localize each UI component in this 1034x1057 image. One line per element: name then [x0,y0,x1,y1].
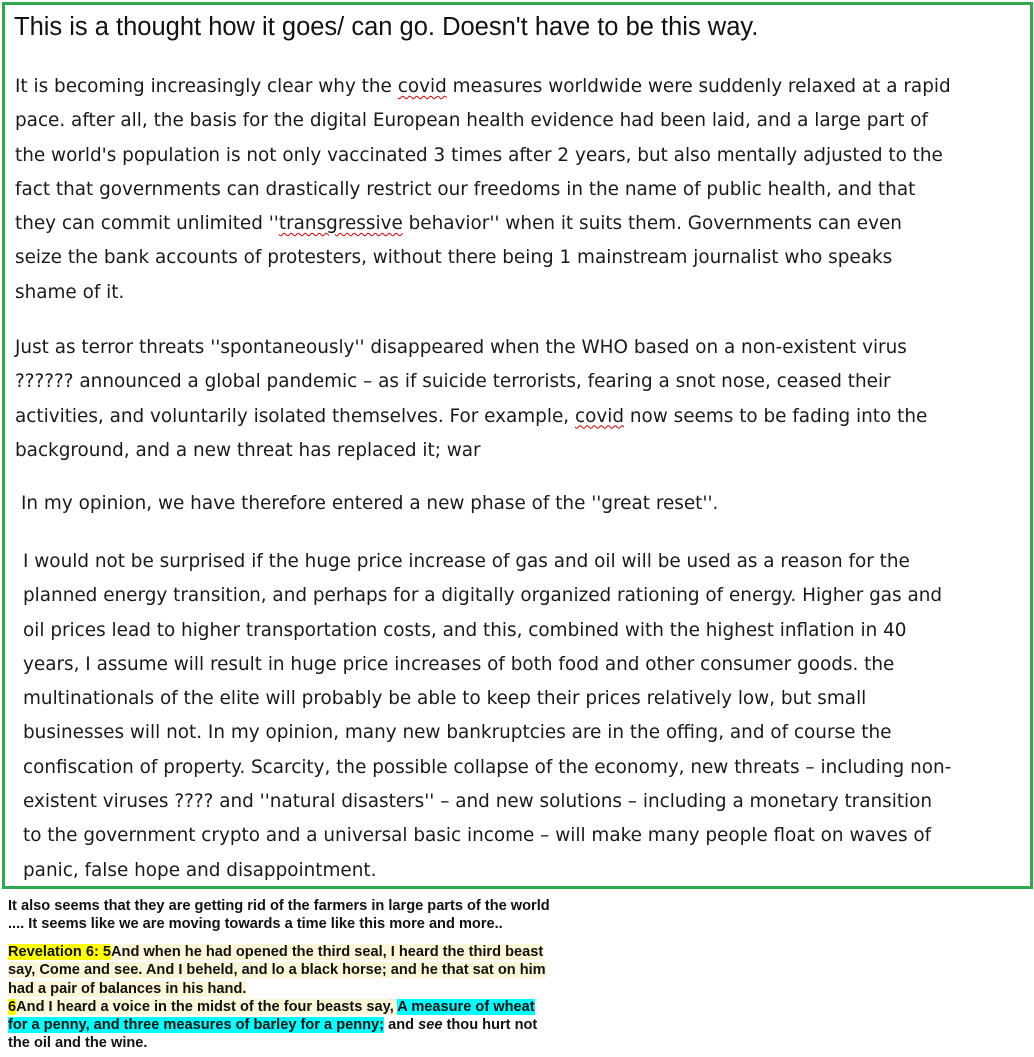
text-line [23,682,951,716]
paragraph-covid-measures [15,70,951,310]
text-line [15,434,927,468]
text-line [21,487,718,521]
text-run: multinationals of the elite will probably be able to keep their prices relatively low, but small [23,688,867,710]
text-run: and [384,1017,419,1034]
highlighted-text-cyan: A measure of wheat [397,998,535,1015]
text-line [23,819,951,853]
text-line [23,751,951,785]
highlighted-text-cream: And I heard a voice in the midst of the four beasts say, [16,998,398,1015]
green-frame [2,2,1033,889]
text-line [15,241,951,275]
text-run: businesses will not. In my opinion, many new bankruptcies are in the offing, and of course the [23,722,892,744]
highlighted-text-yellow: 6 [8,998,17,1015]
text-run: confiscation of property. Scarcity, the possible collapse of the economy, new threats – including non- [23,756,952,778]
text-run: I would not be surprised if the huge price increase of gas and oil will be used as a reason for the [23,551,910,572]
text-run: It also seems that they are getting rid of the farmers in large parts of the world [8,898,550,914]
text-run: Just as terror threats ''spontaneously'' disappeared when the WHO based on a non-existent virus [15,337,907,358]
text-run: fact that governments can drastically restrict our freedoms in the name of public health, and that [15,178,916,200]
text-run: behavior'' when it suits them. Governments can even [402,213,902,235]
text-run: they can commit unlimited '' [15,213,279,235]
text-run: seize the bank accounts of protesters, without there being 1 mainstream journalist who speaks [15,247,893,269]
text-line [15,104,951,138]
highlighted-text-cream: And when he had opened the third seal, I heard the third beast [111,944,544,960]
text-run: the world's population is not only vaccinated 3 times after 2 years, but also mentally adjusted to the [15,144,943,166]
text-run: panic, false hope and disappointment. [23,859,377,881]
text-line [15,365,927,399]
text-run: oil prices lead to higher transportation costs, and this, combined with the highest inflation in 40 [23,619,907,641]
text-line [15,173,951,207]
highlighted-text-cream: say, Come and see. And I beheld, and lo a black horse; and he that sat on him [8,962,546,979]
highlighted-text-cream: had a pair of balances in his hand. [8,980,247,997]
note-line [8,998,546,1016]
heading: This is a thought how it goes/ can go. Doesn't have to be this way. [14,13,759,41]
text-run: activities, and voluntarily isolated themselves. For example, [15,405,575,427]
note-line [8,915,550,933]
text-line [23,648,951,682]
text-line [15,70,951,104]
spellcheck-flagged-word: covid [574,405,624,427]
text-line [23,716,951,750]
text-run: years, I assume will result in huge price increases of both food and other consumer goods. the [23,653,895,675]
text-line [23,785,951,819]
text-run: existent viruses ???? and ''natural disasters'' – and new solutions – including a monetary transition [23,791,933,813]
note-line [8,961,546,979]
text-run: to the government crypto and a universal basic income – will make many people float on waves of [23,825,932,847]
note-line [8,1034,546,1052]
highlighted-text-cyan: for a penny, and three measures of barley for a penny; [8,1017,385,1034]
text-line [23,545,951,579]
text-line [15,331,927,365]
text-run: thou hurt not [442,1017,538,1034]
text-run: .... It seems like we are moving towards a time like this more and more.. [8,916,503,933]
text-run: It is becoming increasingly clear why the [15,76,398,97]
text-line [15,207,951,241]
text-run: shame of it. [15,281,125,303]
text-run: measures worldwide were suddenly relaxed at a rapid [446,76,951,97]
text-run: background, and a new threat has replaced it; war [15,439,481,461]
revelation-quote [8,943,546,1053]
text-run: planned energy transition, and perhaps for a digitally organized rationing of energy. Higher gas and [23,585,943,607]
text-run: pace. after all, the basis for the digital European health evidence had been laid, and a large part of [15,110,928,132]
spellcheck-flagged-word: covid [397,76,447,97]
text-line [15,400,927,434]
text-run: ?????? announced a global pandemic – as if suicide terrorists, fearing a snot nose, ceased their [15,371,891,393]
text-run: see [418,1017,443,1034]
note-line [8,980,546,998]
text-run: now seems to be fading into the [624,405,928,427]
paragraph-terror-threats [15,331,927,468]
paragraph-great-reset [21,487,718,521]
text-line [23,579,951,613]
note-line [8,943,546,961]
farmers-note [8,897,550,934]
text-line [23,854,951,888]
text-line [15,276,951,310]
highlighted-text-yellow: Revelation 6: 5 [8,944,112,960]
text-line [23,614,951,648]
paragraph-energy-transition [23,545,951,888]
text-line [15,139,951,173]
note-line [8,897,550,915]
spellcheck-flagged-word: transgressive [278,213,403,235]
note-line [8,1016,546,1034]
text-run: the oil and the wine. [8,1035,148,1052]
text-run: In my opinion, we have therefore entered a new phase of the ''great reset''. [21,493,719,514]
